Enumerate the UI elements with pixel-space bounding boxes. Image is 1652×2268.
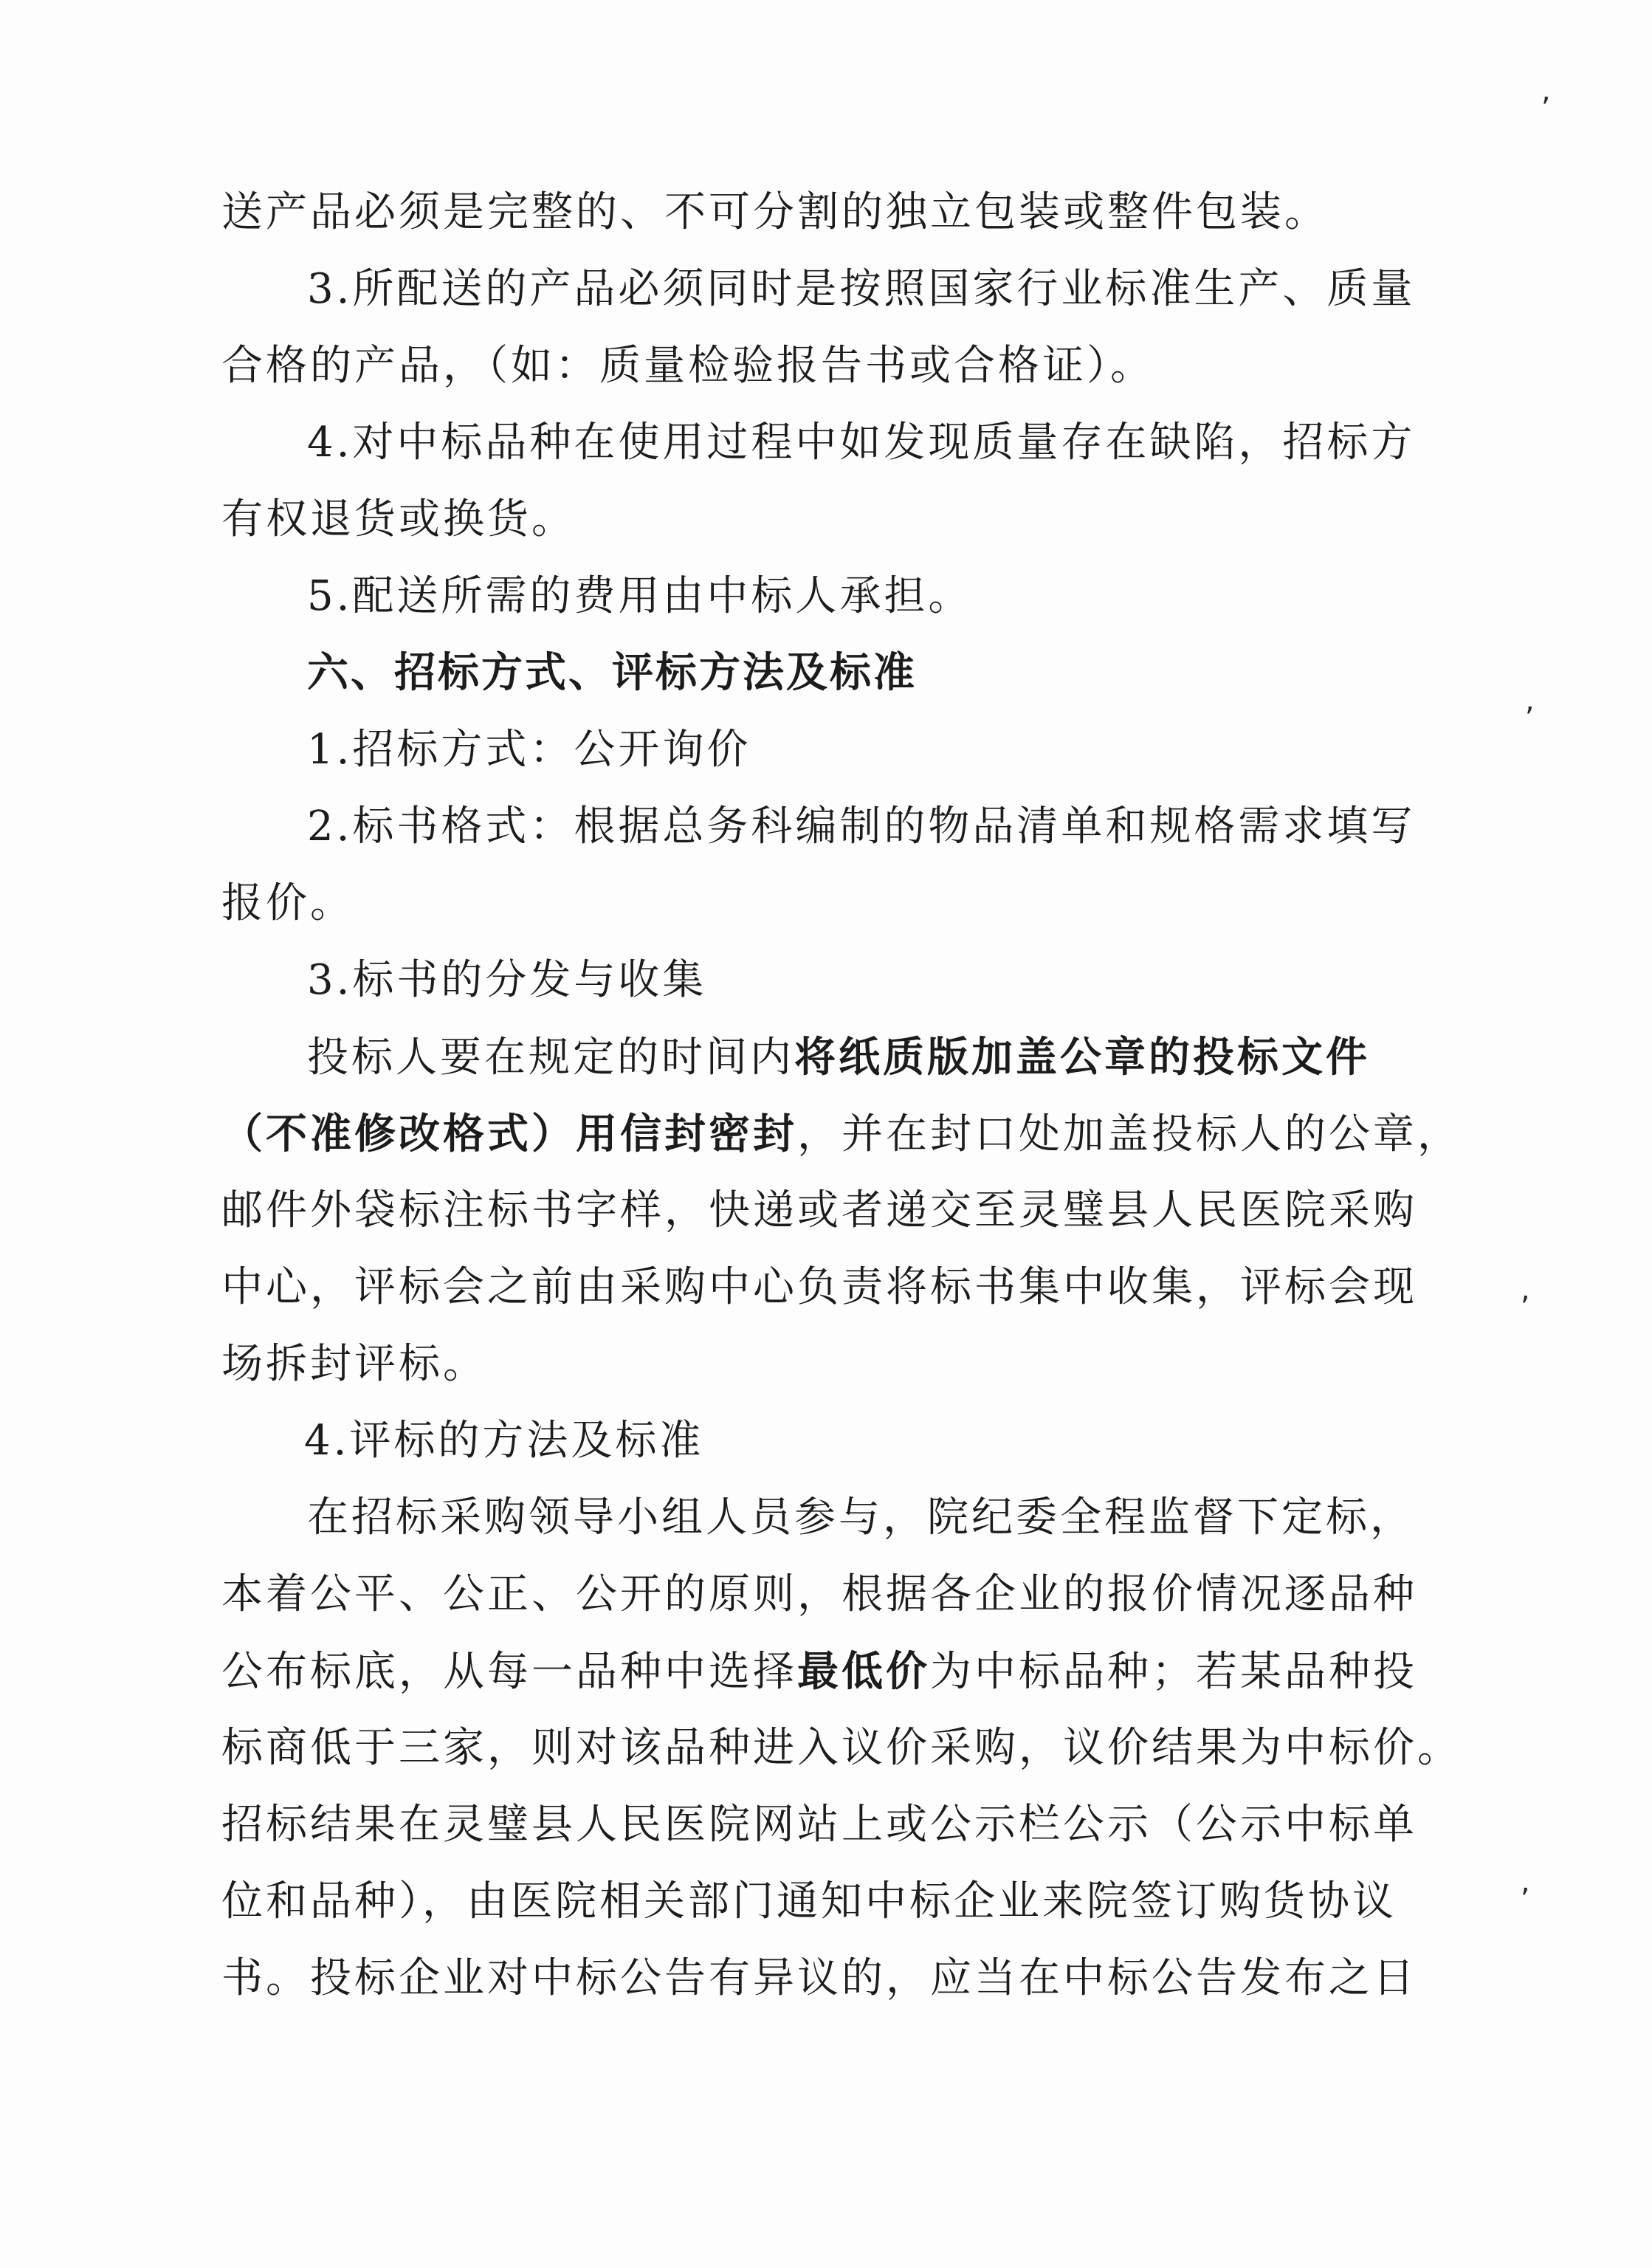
text-line: 标商低于三家，则对该品种进入议价采购，议价结果为中标价。 — [221, 1724, 1462, 1772]
text-line: 有权退货或换货。 — [221, 495, 576, 543]
margin-mark: , — [1541, 74, 1551, 108]
bold-phrase: （不准修改格式）用信封密封 — [221, 1110, 797, 1158]
text-line: （不准修改格式）用信封密封，并在封口处加盖投标人的公章， — [221, 1110, 1462, 1158]
margin-mark: , — [1525, 684, 1535, 718]
text-line: 中心，评标会之前由采购中心负责将标书集中收集，评标会现 — [221, 1263, 1417, 1311]
bold-phrase: 将纸质版加盖公章的投标文件 — [794, 1033, 1370, 1082]
text-line: 合格的产品，（如：质量检验报告书或合格证）。 — [221, 342, 1154, 390]
text-line: 4.对中标品种在使用过程中如发现质量存在缺陷，招标方 — [307, 419, 1416, 467]
text-line: 3.所配送的产品必须同时是按照国家行业标准生产、质量 — [307, 265, 1416, 313]
text-line: 在招标采购领导小组人员参与，院纪委全程监督下定标， — [307, 1494, 1414, 1542]
text-line: 位和品种），由医院相关部门通知中标企业来院签订购货协议 — [221, 1877, 1397, 1925]
text-line: 3.标书的分发与收集 — [307, 956, 707, 1004]
text-line: 邮件外袋标注标书字样，快递或者递交至灵璧县人民医院采购 — [221, 1186, 1417, 1234]
text-line: 4.评标的方法及标准 — [304, 1417, 704, 1465]
text-line: 公布标底，从每一品种中选择最低价为中标品种；若某品种投 — [221, 1647, 1417, 1696]
text-line: 场拆封评标。 — [221, 1340, 487, 1388]
text-line: 本着公平、公正、公开的原则，根据各企业的报价情况逐品种 — [221, 1570, 1417, 1618]
text-line: 1.招标方式：公开询价 — [307, 726, 751, 774]
bold-phrase: 最低价 — [797, 1647, 930, 1696]
text-line: 报价。 — [221, 879, 354, 927]
text-line: 招标结果在灵璧县人民医院网站上或公示栏公示（公示中标单 — [221, 1801, 1417, 1849]
text-line: 投标人要在规定的时间内将纸质版加盖公章的投标文件 — [307, 1033, 1370, 1082]
text-line: 2.标书格式：根据总务科编制的物品清单和规格需求填写 — [307, 803, 1416, 850]
text-line: 送产品必须是完整的、不可分割的独立包装或整件包装。 — [221, 188, 1329, 236]
text-line: 5.配送所需的费用由中标人承担。 — [307, 572, 973, 620]
margin-mark: , — [1521, 1273, 1530, 1307]
section-heading: 六、招标方式、评标方法及标准 — [307, 649, 917, 697]
document-body — [221, 174, 1462, 2017]
margin-mark: , — [1521, 1865, 1530, 1899]
text-line: 书。投标企业对中标公告有异议的，应当在中标公告发布之日 — [221, 1954, 1417, 2002]
